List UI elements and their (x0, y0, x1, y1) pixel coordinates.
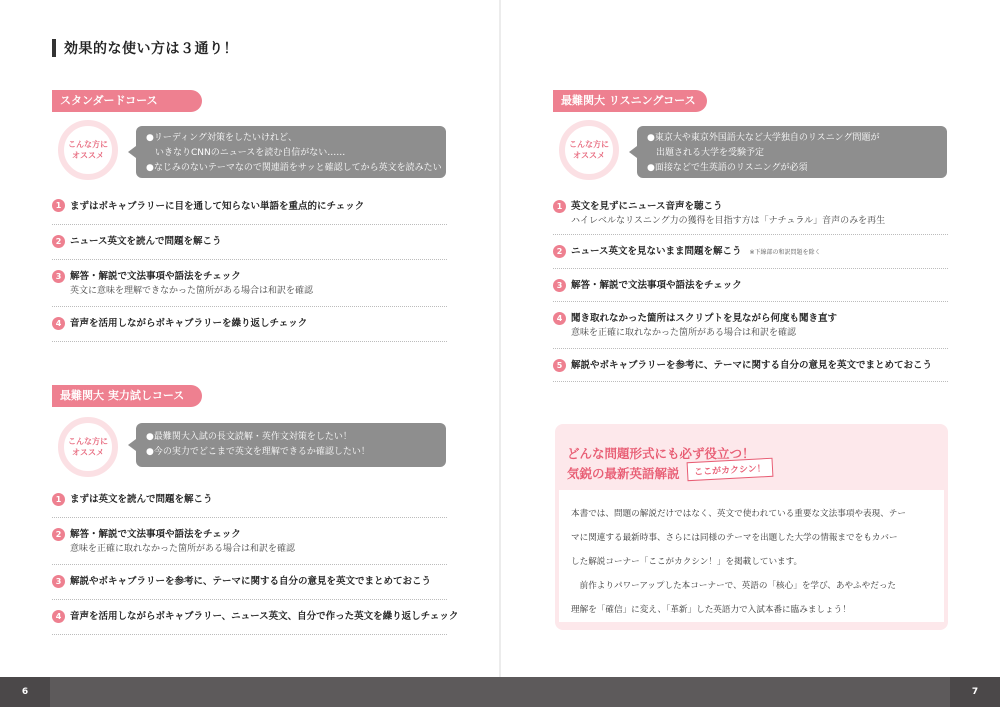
kakushin-info-box (555, 424, 948, 630)
page-heading (52, 38, 238, 58)
recommend-line1: こんな方に (68, 437, 108, 446)
step-subtext: 意味を正確に取れなかった箇所がある場合は和訳を確認 (571, 328, 797, 338)
step-number: 2 (52, 235, 65, 248)
step-item (52, 225, 447, 260)
step-item (52, 600, 459, 635)
step-title: 音声を活用しながらボキャブラリー、ニュース英文、自分で作った英文を繰り返しチェック (70, 611, 459, 622)
step-item (52, 565, 447, 600)
recommend-line2: オススメ (72, 151, 104, 160)
step-item (553, 269, 948, 302)
info-title-line1: どんな問題形式にも必ず役立つ！ (567, 446, 755, 461)
recommend-bubble (136, 126, 446, 178)
step-note: ※下線部の和訳問題を除く (749, 249, 821, 256)
bubble-line: いきなりCNNのニュースを読む自信がない…… (146, 148, 346, 158)
recommend-line2: オススメ (72, 448, 104, 457)
step-title: まずはボキャブラリーに目を通して知らない単語を重点的にチェック (70, 201, 365, 212)
step-item (553, 302, 948, 349)
info-line: 本書では、問題の解説だけではなく、英文で使われている重要な文法事項や表現、テー (571, 509, 906, 519)
bubble-line: 出題される大学を受験予定 (647, 148, 765, 158)
info-line: 理解を「確信」に変え、「革新」した英語力で入試本番に臨みましょう！ (571, 605, 851, 615)
step-title: まずは英文を読んで問題を解こう (70, 494, 213, 505)
bubble-line: ●なじみのないテーマなので関連語をサッと確認してから英文を読みたい (146, 163, 442, 173)
course-tag: 最難関大 リスニングコース (553, 90, 707, 112)
page-gutter (499, 0, 501, 707)
step-title: 解説やボキャブラリーを参考に、テーマに関する自分の意見を英文でまとめておこう (571, 360, 933, 371)
step-number: 3 (52, 575, 65, 588)
bubble-line: ●リーディング対策をしたいけれど、 (146, 133, 297, 143)
page-footer (0, 677, 1000, 707)
bubble-line: ●面接などで生英語のリスニングが必須 (647, 163, 808, 173)
step-subtext: ハイレベルなリスニング力の獲得を目指す方は「ナチュラル」音声のみを再生 (571, 216, 886, 226)
heading-text: 効果的な使い方は３通り！ (64, 41, 238, 57)
step-item (52, 518, 447, 565)
step-title: 音声を活用しながらボキャブラリーを繰り返しチェック (70, 318, 308, 329)
section-listening-course (553, 90, 953, 380)
step-subtext: 英文に意味を理解できなかった箇所がある場合は和訳を確認 (70, 286, 314, 296)
bubble-line: ●東京大や東京外国語大など大学独自のリスニング問題が (647, 133, 880, 143)
step-number: 3 (553, 279, 566, 292)
recommend-circle (559, 120, 619, 180)
recommend-line1: こんな方に (68, 140, 108, 149)
step-number: 2 (52, 528, 65, 541)
course-tag: 最難関大 実力試しコース (52, 385, 202, 407)
recommend-circle (58, 417, 118, 477)
step-title: 解答・解説で文法事項や語法をチェック (70, 529, 241, 540)
step-number: 2 (553, 245, 566, 258)
step-title: 聞き取れなかった箇所はスクリプトを見ながら何度も聞き直す (571, 313, 838, 324)
step-number: 1 (553, 200, 566, 213)
section-standard-course (52, 90, 452, 330)
info-line: マに関連する最新時事、さらには同様のテーマを出題した大学の情報までをもカバー (571, 533, 898, 543)
info-line: した解説コーナー「ここがカクシン！」を掲載しています。 (571, 557, 803, 567)
step-number: 1 (52, 493, 65, 506)
recommend-line2: オススメ (573, 151, 605, 160)
info-title-line2: 気鋭の最新英語解説 (567, 466, 680, 481)
step-number: 4 (52, 610, 65, 623)
step-title-text: ニュース英文を見ないまま問題を解こう (571, 246, 742, 257)
step-subtext: 意味を正確に取れなかった箇所がある場合は和訳を確認 (70, 544, 296, 554)
recommend-line1: こんな方に (569, 140, 609, 149)
bubble-line: ●今の実力でどこまで英文を理解できるか確認したい！ (146, 447, 370, 457)
step-item (52, 489, 447, 518)
info-body (555, 490, 948, 622)
kakushin-badge: ここがカクシン！ (687, 458, 774, 481)
step-item (553, 235, 948, 269)
step-title (571, 245, 948, 260)
step-list (553, 194, 948, 382)
step-number: 4 (52, 317, 65, 330)
step-item (52, 260, 447, 307)
step-number: 3 (52, 270, 65, 283)
step-item (553, 194, 948, 235)
step-list (52, 194, 447, 342)
recommend-circle (58, 120, 118, 180)
step-title: ニュース英文を読んで問題を解こう (70, 236, 222, 247)
heading-bar (52, 39, 56, 57)
bubble-line: ●最難関大入試の長文読解・英作文対策をしたい！ (146, 432, 352, 442)
step-number: 1 (52, 199, 65, 212)
section-practical-course (52, 385, 459, 625)
step-title: 解答・解説で文法事項や語法をチェック (70, 271, 241, 282)
step-item (52, 194, 447, 225)
course-tag: スタンダードコース (52, 90, 202, 112)
step-number: 5 (553, 359, 566, 372)
info-line: 前作よりパワーアップした本コーナーで、英語の「核心」を学び、あやふやだった (571, 581, 897, 591)
step-title: 解答・解説で文法事項や語法をチェック (571, 280, 742, 291)
step-item (553, 349, 948, 382)
step-number: 4 (553, 312, 566, 325)
page-number-left: 6 (0, 677, 50, 707)
recommend-bubble (136, 423, 446, 467)
recommend-bubble (637, 126, 947, 178)
step-title: 英文を見ずにニュース音声を聴こう (571, 201, 723, 212)
page-number-right: 7 (950, 677, 1000, 707)
step-list (52, 489, 459, 635)
step-item (52, 307, 447, 342)
step-title: 解説やボキャブラリーを参考に、テーマに関する自分の意見を英文でまとめておこう (70, 576, 432, 587)
